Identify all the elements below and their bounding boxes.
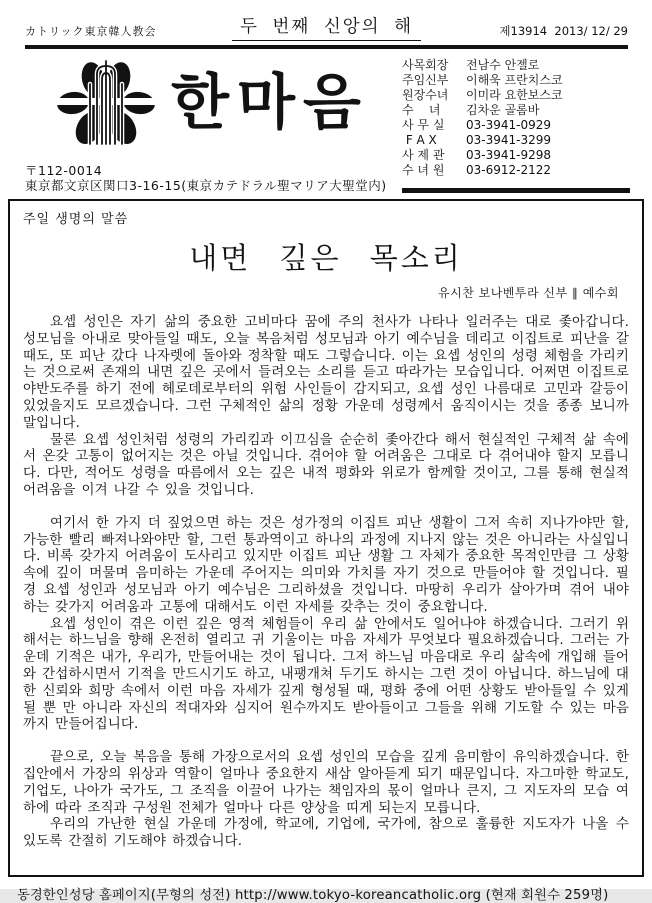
postal-code: 〒112-0014 [25, 163, 103, 178]
paragraph: 우리의 가난한 현실 가운데 가정에, 학교에, 기업에, 국가에, 참으로 훌륭한 지도자가 나올 수 있도록 간절히 기도해야 하겠습니다. [23, 816, 629, 850]
address-block [25, 163, 387, 193]
year-of-faith-banner: 두 번째 신앙의 해 [232, 13, 421, 41]
contact-row [402, 103, 628, 118]
newsletter-title: 한마음 [171, 68, 369, 138]
masthead-left [25, 56, 387, 193]
sakura-cathedral-logo-icon [55, 58, 157, 154]
contact-label: 원장수녀 [402, 88, 449, 102]
paragraph: 끝으로, 오늘 복음을 통해 가장으로서의 요셉 성인의 모습을 깊게 음미함이 유익하겠습니다. 한집안에서 가장의 위상과 역할이 얼마나 중요한지 새삼 알아듣게 되기 때문입니다. 자그마한 학교도, 기업도, 나아가 국가도, 그 조직을 이끌어 나가는 책임자의 몫이 얼마나 큰지, 그 지도자의 모습 여하에 따라 조직과 구성원 전체가 얼마나 다른 양상을 띠게 되는지 모릅니다. [23, 749, 629, 816]
contact-row [402, 58, 628, 73]
contact-row [402, 148, 628, 163]
contact-value: 김차운 골롬바 [466, 103, 540, 117]
contact-directory [402, 58, 630, 193]
street-address: 東京都文京区関口3-16-15(東京カテドラル聖マリア大聖堂内) [25, 178, 387, 193]
contact-label: F A X [402, 133, 437, 147]
contact-label: 수 녀 [402, 103, 441, 117]
paragraph: 요셉 성인이 겪은 이런 깊은 영적 체험들이 우리 삶 안에서도 일어나야 하겠습니다. 그러기 위해서는 하느님을 향해 온전히 열리고 귀 기울이는 마음 자세가 무엇보다 필요하겠습니다. 그러는 가운데 기적은 내가, 우리가, 만들어내는 것이 됩니다. 그저 하느님 마음대로 우리 삶속에 개입해 들어와 간섭하시면서 기적을 만드시기도 하고, 내팽개쳐 두기도 하시는 그런 것이 아닙니다. 하느님에 대한 신뢰와 희망 속에서 이런 마음 자세가 깊게 형성될 때, 평화 중에 어떤 상황도 받아들일 수 있게 될 뿐 만 아니라 자신의 적대자와 심지어 원수까지도 받아들이고 그들을 위해 기도할 수 있는 마음까지 만들어집니다. [23, 615, 629, 733]
contact-row [402, 133, 628, 148]
contact-row [402, 88, 628, 103]
logo-row [55, 58, 387, 154]
contact-value: 이해욱 프란치스코 [466, 73, 563, 87]
paragraph: 요셉 성인은 자기 삶의 중요한 고비마다 꿈에 주의 천사가 나타나 일러주는 대로 좇아갑니다. 성모님을 아내로 맞아들일 때도, 오늘 복음처럼 성모님과 아기 예수님을 데리고 이집트로 피난을 갈 때도, 또 피난 갔다 나자렛에 돌아와 정착할 때도 그렇습니다. 이는 요셉 성인의 성령 체험을 가리키는 것으로써 존재의 내면 깊은 곳에서 들려오는 소리를 듣고 따라가는 모습입니다. 어쩌면 이집트로 야반도주를 하기 전에 헤로데로부터의 위험 사인들이 감지되고, 요셉 성인 나름대로 고민과 갈등이 있었을지도 모르겠습니다. 그런 구체적인 삶의 정황 가운데 성령께서 움직이시는 것을 종종 보니까 말입니다. [23, 314, 629, 431]
section-label: 주일 생명의 말씀 [23, 212, 129, 227]
issue-number-date: 제13914 2013/ 12/ 29 [499, 24, 628, 38]
contact-label: 사 무 실 [402, 118, 445, 132]
article-title: 내면 깊은 목소리 [189, 241, 463, 275]
article-body [23, 314, 629, 850]
contact-label: 사목회장 [402, 58, 449, 72]
top-header [25, 0, 628, 49]
contact-row [402, 163, 628, 178]
paragraph: 여기서 한 가지 더 짚었으면 하는 것은 성가정의 이집트 피난 생활이 그저 속히 지나가야만 할, 가능한 빨리 빠져나와야만 할, 그런 통과역이고 하나의 과정에 지나지 않는 것은 아니라는 사실입니다. 비록 갖가지 어려움이 도사리고 있지만 이집트 피난 생활 그 자체가 중요한 목적인만큼 그 상황 속에 깊이 머물며 음미하는 가운데 주어지는 의미와 가치를 자기 것으로 만들어야 할 것입니다. 필경 요셉 성인과 성모님과 아기 예수님은 그리하셨을 것입니다. 마땅히 우리가 살아가며 겪어 내야 하는 갖가지 어려움과 고통에 대해서도 이런 자세를 갖추는 것이 중요합니다. [23, 514, 629, 615]
contact-value: 전남수 안젤로 [466, 58, 540, 72]
page-footer: 동경한인성당 홈페이지(무형의 성전) http://www.tokyo-koreancatholic.org (현재 회원수 259명) [17, 888, 609, 903]
contact-row [402, 73, 628, 88]
article-box [8, 199, 644, 877]
contact-value: 03-3941-9298 [466, 148, 552, 162]
contact-label: 사 제 관 [402, 148, 445, 162]
contact-value: 03-6912-2122 [466, 163, 552, 177]
contact-label: 수 녀 원 [402, 163, 445, 177]
paragraph: 물론 요셉 성인처럼 성령의 가리킴과 이끄심을 순순히 좇아간다 해서 현실적인 구체적 삶 속에서 온갖 고통이 없어지는 것은 아닐 것입니다. 겪어야 할 어려움은 그대로 다 겪어내야 할지 모릅니다. 다만, 적어도 성령을 따름에서 오는 깊은 내적 평화와 위로가 함께할 것이고, 그를 통해 현실적 어려움을 이겨 나갈 수 있을 것입니다. [23, 431, 629, 498]
article-byline: 유시찬 보나벤투라 신부 ∥ 예수회 [438, 286, 619, 300]
contact-value: 이미라 요한보스코 [466, 88, 563, 102]
organization-name: カトリック東京韓人教会 [25, 25, 157, 38]
contact-value: 03-3941-0929 [466, 118, 552, 132]
contact-row [402, 118, 628, 133]
contact-value: 03-3941-3299 [466, 133, 552, 147]
contact-label: 주임신부 [402, 73, 449, 87]
masthead [0, 49, 652, 193]
